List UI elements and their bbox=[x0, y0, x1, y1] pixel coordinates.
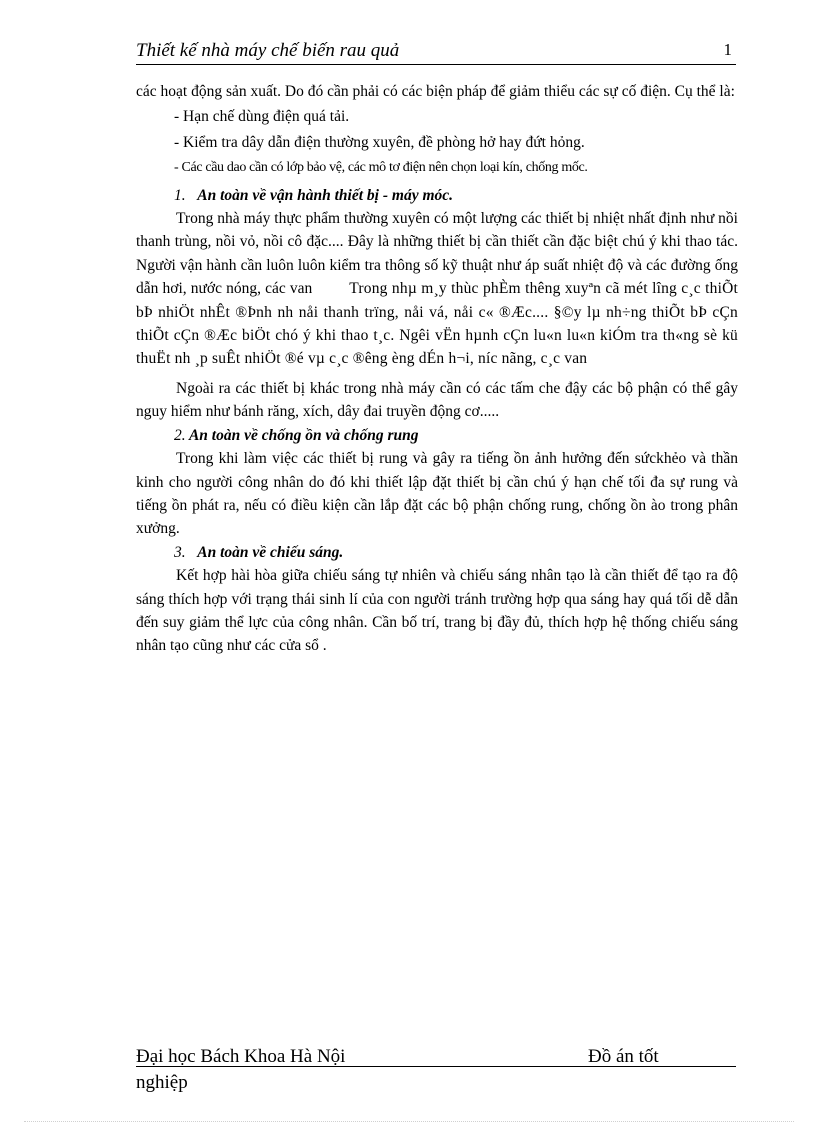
section-title: An toàn về chiếu sáng. bbox=[197, 543, 344, 561]
section-paragraph: Trong khi làm việc các thiết bị rung và gây ra tiếng ồn ảnh hưởng đến sứckhẻo và thần kinh cho người công nhân do đó khi thiết lập đặt thiết bị cần chú ý hạn chế tối đa sự rung và tiếng ồn phát ra, nếu có điều kiện cần lắp đặt các bộ phận chống rung, chống ồn ào trong phân xưởng. bbox=[136, 450, 738, 538]
footer-project-continued: nghiệp bbox=[136, 1072, 188, 1093]
section-paragraph: Ngoài ra các thiết bị khác trong nhà máy cần có các tấm che đậy các bộ phận có thể gây nguy hiểm như bánh răng, xích, dây đai truyền động cơ..... bbox=[136, 379, 738, 421]
section-title: An toàn về chống ồn và chống rung bbox=[188, 426, 419, 444]
intro-paragraph: các hoạt động sản xuất. Do đó cần phải có các biện pháp để giảm thiểu các sự cố điện. Cụ thể là: bbox=[136, 83, 735, 100]
section-title: An toàn về vận hành thiết bị - máy móc. bbox=[197, 186, 454, 204]
header-title: Thiết kế nhà máy chế biến rau quả bbox=[136, 40, 400, 61]
section-paragraph-text: Trong nhà máy thực phẩm thường xuyên có một lượng các thiết bị nhiệt nhất định như nồi thanh trùng, nồi vỏ, nồi cô đặc.... Đây là những thiết bị cần thiết cần đặc biệt chú ý khi thao tác. Người vận hành cần luôn luôn kiểm tra thông số kỹ thuật như áp suất nhiệt độ và các đường ống dẫn hơi, nước nóng, các van bbox=[136, 210, 738, 298]
bullet-item: - Các cầu dao cần có lớp bảo vệ, các mô tơ điện nên chọn loại kín, chống mốc. bbox=[174, 160, 588, 176]
footer-university: Đại học Bách Khoa Hà Nội bbox=[136, 1046, 346, 1067]
page-header bbox=[136, 40, 736, 65]
section-number: 2. bbox=[174, 426, 186, 444]
body-text bbox=[136, 80, 738, 658]
section-heading bbox=[136, 541, 738, 564]
bullet-item: - Hạn chế dùng điện quá tải. bbox=[174, 108, 350, 126]
section-paragraph: Kết hợp hài hòa giữa chiếu sáng tự nhiên và chiếu sáng nhân tạo là cần thiết để tạo ra độ sáng thích hợp với trạng thái sinh lí của con người tránh trường hợp qua sáng hay quá tối dễ dẫn đến suy giảm thể lực của công nhân. Cần bố trí, trang bị đầy đủ, thích hợp hệ thống chiếu sáng nhân tạo cũng như các cửa sổ . bbox=[136, 567, 738, 655]
section-heading bbox=[136, 184, 738, 207]
section-heading bbox=[136, 424, 738, 447]
bullet-item: - Kiểm tra dây dẫn điện thường xuyên, đề phòng hở hay đứt hỏng. bbox=[174, 133, 585, 151]
section-number: 1. bbox=[174, 186, 186, 204]
garbled-encoding-text: Trong nhµ m¸y thùc phÈm thêng xuyªn cã mét lîng c¸c thiÕt bÞ nhiÖt nhÊt ®Þnh nh nåi thanh trïng, nåi vá, nåi c« ®Æc.... §©y lµ nh÷ng thiÕt bÞ cÇn thiÕt cÇn ®Æc biÖt chó ý khi thao t¸c. Ngêi vËn hµnh cÇn lu«n lu«n kiÓm tra th«ng sè kü thuËt nh ¸p suÊt nhiÖt ®é vµ c¸c ®êng èng dÉn h¬i, níc nãng, c¸c van bbox=[136, 280, 738, 368]
footer-project: Đồ án tốt bbox=[588, 1046, 659, 1067]
page-number: 1 bbox=[723, 40, 732, 59]
page-boundary-line bbox=[24, 1121, 794, 1122]
section-paragraph bbox=[136, 207, 738, 371]
section-number: 3. bbox=[174, 543, 186, 561]
